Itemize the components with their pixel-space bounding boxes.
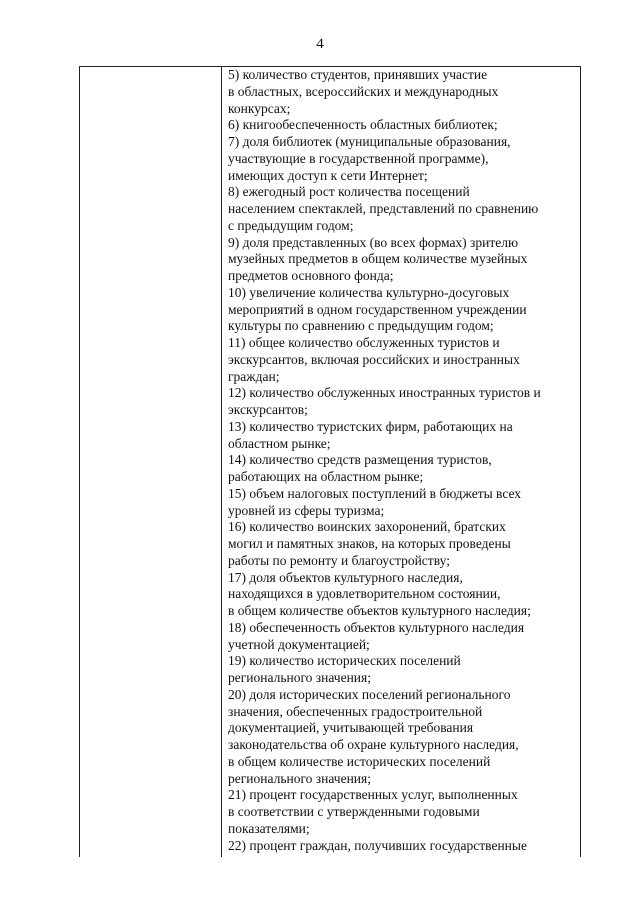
indicator-text-line: работы по ремонту и благоустройству;: [228, 552, 450, 568]
indicator-text-line: в общем количестве исторических поселений: [228, 753, 491, 769]
indicator-text-line: могил и памятных знаков, на которых проведены: [228, 536, 511, 551]
indicator-text-line: 7) доля библиотек (муниципальные образования,: [228, 134, 511, 149]
indicator-text-line: учетной документацией;: [228, 636, 370, 652]
indicators-cell: [228, 67, 576, 854]
indicator-text-line: 20) доля исторических поселений регионального: [228, 686, 511, 702]
indicator-text-line: граждан;: [228, 368, 280, 384]
indicator-text-line: 10) увеличение количества культурно-досуговых: [228, 284, 510, 300]
indicator-text-line: законодательства об охране культурного наследия,: [228, 737, 519, 752]
indicator-text-line: регионального значения;: [228, 770, 371, 786]
indicator-text-line: 19) количество исторических поселений: [228, 653, 461, 669]
indicator-text-line: областном рынке;: [228, 435, 331, 451]
indicator-text-line: 22) процент граждан, получивших государственные: [228, 837, 527, 853]
indicator-text-line: в областных, всероссийских и международных: [228, 83, 499, 99]
indicator-text-line: 18) обеспеченность объектов культурного наследия: [228, 619, 525, 635]
page-number: 4: [316, 36, 324, 52]
indicators-table: [79, 66, 581, 857]
indicator-text-line: участвующие в государственной программе),: [228, 150, 489, 166]
indicator-text-line: документацией, учитывающей требования: [228, 720, 474, 736]
indicator-text-line: 17) доля объектов культурного наследия,: [228, 569, 463, 585]
indicator-text-line: 9) доля представленных (во всех формах) зрителю: [228, 234, 519, 250]
indicator-text-line: значения, обеспеченных градостроительной: [228, 703, 483, 719]
indicator-text-line: с предыдущим годом;: [228, 217, 354, 233]
indicator-text-line: музейных предметов в общем количестве музейных: [228, 251, 528, 267]
indicator-text-line: имеющих доступ к сети Интернет;: [228, 167, 428, 183]
indicator-text-line: 12) количество обслуженных иностранных туристов и: [228, 385, 541, 401]
column-divider: [221, 67, 222, 857]
indicator-text-line: 11) общее количество обслуженных туристов и: [228, 335, 500, 350]
indicator-text-line: 5) количество студентов, принявших участие: [228, 67, 488, 82]
indicator-text-line: 8) ежегодный рост количества посещений: [228, 184, 470, 200]
indicator-text-line: 13) количество туристских фирм, работающих на: [228, 418, 513, 434]
indicator-text-line: экскурсантов;: [228, 402, 308, 417]
indicator-text-line: предметов основного фонда;: [228, 268, 394, 283]
indicator-text-line: в соответствии с утвержденными годовыми: [228, 804, 480, 819]
indicator-text-line: 21) процент государственных услуг, выполненных: [228, 787, 518, 803]
indicator-text-line: 6) книгообеспеченность областных библиотек;: [228, 117, 498, 133]
indicator-text-line: культуры по сравнению с предыдущим годом;: [228, 318, 494, 334]
indicator-text-line: 16) количество воинских захоронений, братских: [228, 519, 506, 535]
indicator-text-line: 14) количество средств размещения туристов,: [228, 452, 492, 468]
indicator-text-line: мероприятий в одном государственном учреждении: [228, 301, 527, 317]
indicator-text-line: в общем количестве объектов культурного наследия;: [228, 603, 531, 618]
indicator-text-line: 15) объем налоговых поступлений в бюджеты всех: [228, 485, 522, 501]
indicator-text-line: конкурсах;: [228, 100, 291, 116]
indicator-text-line: регионального значения;: [228, 670, 371, 685]
indicator-text-line: показателями;: [228, 820, 310, 836]
indicator-text-line: работающих на областном рынке;: [228, 469, 424, 484]
indicator-text-line: населением спектаклей, представлений по сравнению: [228, 201, 539, 216]
indicator-text-line: находящихся в удовлетворительном состоянии,: [228, 586, 501, 602]
indicator-text-line: уровней из сферы туризма;: [228, 502, 385, 518]
indicator-text-line: экскурсантов, включая российских и иностранных: [228, 351, 520, 367]
